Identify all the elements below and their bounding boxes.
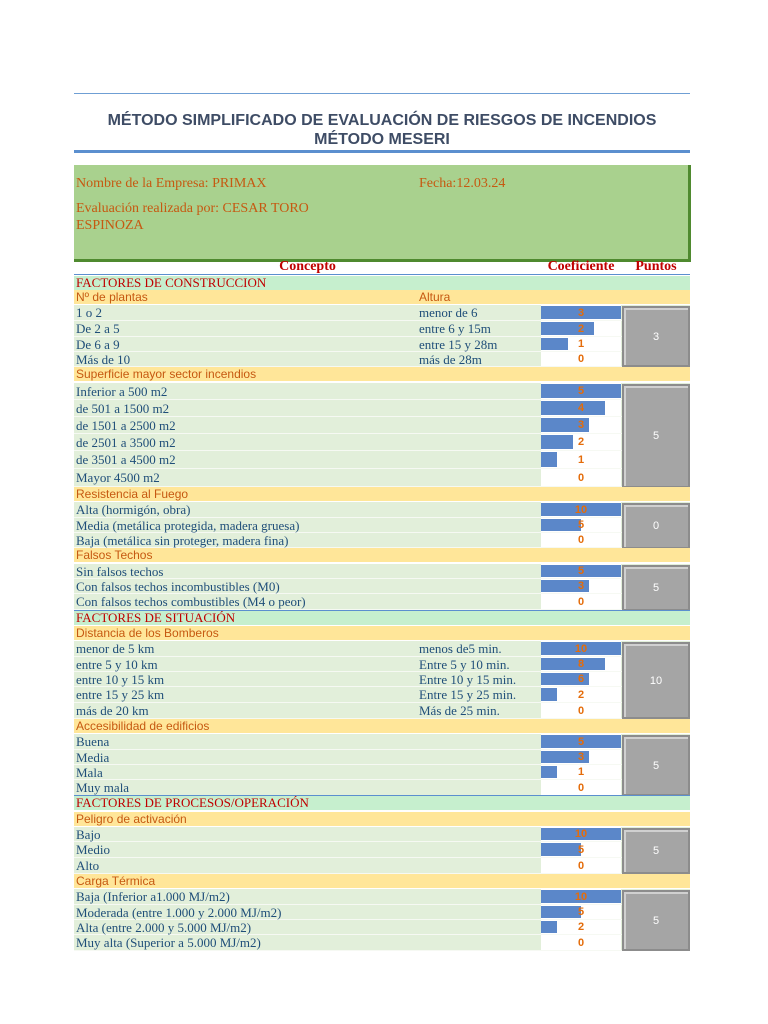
option-label: Mala: [76, 765, 103, 780]
option-label: 1 o 2: [76, 305, 102, 320]
factor-option-row: [74, 672, 690, 687]
factor-option-row: [74, 827, 690, 842]
factor-option-row: [74, 469, 690, 487]
points-box[interactable]: [622, 306, 690, 367]
points-box[interactable]: [622, 642, 690, 719]
option-label-alt: Entre 15 y 25 min.: [419, 687, 517, 702]
option-label: Media (metálica protegida, madera gruesa): [76, 518, 300, 533]
factor-option-row: [74, 935, 690, 951]
coefficient-cell: [541, 417, 621, 433]
factor-name-alt: Altura: [419, 290, 451, 304]
option-label: de 2501 a 3500 m2: [76, 435, 176, 450]
option-label: Alta (hormigón, obra): [76, 502, 191, 517]
coefficient-value: 4: [577, 402, 585, 414]
coefficient-cell: [541, 641, 621, 656]
option-label-alt: Entre 10 y 15 min.: [419, 672, 517, 687]
option-label: Baja (Inferior a1.000 MJ/m2): [76, 889, 230, 904]
option-label-alt: menos de5 min.: [419, 641, 502, 656]
points-value: 0: [652, 520, 660, 532]
section-header: [74, 796, 690, 810]
title-rule: [74, 150, 690, 153]
option-label: entre 5 y 10 km: [76, 657, 158, 672]
coefficient-cell: [541, 305, 621, 320]
coefficient-cell: [541, 703, 621, 718]
coefficient-cell: [541, 765, 621, 779]
factor-option-row: [74, 321, 690, 337]
coefficient-value: 5: [577, 736, 585, 748]
coefficient-cell: [541, 889, 621, 904]
factor-option-row: [74, 594, 690, 610]
factor-option-row: [74, 434, 690, 451]
factor-option-row: [74, 502, 690, 518]
section-title: FACTORES DE CONSTRUCCION: [76, 275, 267, 290]
coefficient-cell: [541, 533, 621, 547]
coefficient-value: 3: [577, 580, 585, 592]
factor-option-row: [74, 641, 690, 657]
coefficient-value: 2: [577, 323, 585, 335]
top-rule: [74, 93, 690, 94]
factor-option-row: [74, 305, 690, 321]
factor-option-row: [74, 750, 690, 765]
coefficient-value: 6: [577, 673, 585, 685]
coefficient-cell: [541, 935, 621, 950]
coefficient-cell: [541, 672, 621, 686]
coefficient-cell: [541, 502, 621, 517]
option-label: menor de 5 km: [76, 641, 155, 656]
coefficient-cell: [541, 518, 621, 532]
coefficient-value: 10: [574, 891, 588, 903]
coefficient-value: 5: [577, 565, 585, 577]
factor-option-row: [74, 400, 690, 417]
coefficient-cell: [541, 842, 621, 857]
points-box[interactable]: [622, 565, 690, 611]
coefficient-value: 0: [577, 860, 585, 872]
coefficient-value: 3: [577, 419, 585, 431]
points-box[interactable]: [622, 735, 690, 796]
option-label: Medio: [76, 842, 110, 857]
points-value: 5: [652, 759, 660, 772]
option-label-alt: más de 28m: [419, 352, 482, 367]
option-label: más de 20 km: [76, 703, 149, 718]
factor-option-row: [74, 417, 690, 434]
option-label-alt: Más de 25 min.: [419, 703, 500, 718]
points-box[interactable]: [622, 384, 690, 488]
option-label: Alto: [76, 858, 100, 873]
points-value: 5: [652, 845, 660, 857]
factor-option-row: [74, 564, 690, 579]
factor-name: Nº de plantas: [76, 290, 148, 304]
option-label-alt: entre 15 y 28m: [419, 337, 498, 352]
coefficient-cell: [541, 827, 621, 841]
coefficient-value: 0: [577, 937, 585, 949]
option-label: Muy alta (Superior a 5.000 MJ/m2): [76, 935, 261, 950]
option-label: Sin falsos techos: [76, 564, 164, 579]
option-label-alt: Entre 5 y 10 min.: [419, 657, 510, 672]
option-label: Inferior a 500 m2: [76, 384, 168, 399]
factor-option-row: [74, 905, 690, 920]
option-label: de 3501 a 4500 m2: [76, 452, 176, 467]
coefficient-cell: [541, 321, 621, 336]
points-value: 5: [652, 914, 660, 927]
option-label: entre 15 y 25 km: [76, 687, 165, 702]
page-title: [74, 111, 690, 149]
column-header-coefficient: Coeficiente: [547, 259, 615, 274]
section-header: [74, 276, 690, 290]
coefficient-cell: [541, 451, 621, 468]
coefficient-cell: [541, 780, 621, 795]
coefficient-value: 0: [577, 534, 585, 546]
factor-header: [74, 626, 690, 640]
option-label-alt: menor de 6: [419, 305, 478, 320]
factor-option-row: [74, 383, 690, 400]
option-label: Buena: [76, 734, 110, 749]
coefficient-cell: [541, 434, 621, 450]
option-label-alt: entre 6 y 15m: [419, 321, 491, 336]
points-value: 5: [652, 582, 660, 594]
coefficient-cell: [541, 469, 621, 486]
factor-option-row: [74, 657, 690, 672]
coefficient-value: 1: [577, 766, 585, 778]
factor-option-row: [74, 687, 690, 703]
points-value: 10: [649, 674, 663, 687]
coefficient-cell: [541, 383, 621, 399]
option-label: Media: [76, 750, 110, 765]
points-value: 3: [652, 330, 660, 343]
coefficient-value: 10: [574, 828, 588, 840]
factor-option-row: [74, 533, 690, 548]
coefficient-cell: [541, 594, 621, 609]
section-title: FACTORES DE PROCESOS/OPERACIÓN: [76, 795, 309, 810]
coefficient-cell: [541, 337, 621, 351]
points-value: 5: [652, 430, 660, 442]
option-label: Con falsos techos combustibles (M4 o peor): [76, 594, 306, 609]
coefficient-cell: [541, 905, 621, 919]
coefficient-cell: [541, 920, 621, 934]
option-label: de 1501 a 2500 m2: [76, 418, 176, 433]
factor-name: Resistencia al Fuego: [76, 487, 189, 501]
factor-header: [74, 487, 690, 501]
points-box[interactable]: [622, 503, 690, 549]
title-line-1: MÉTODO SIMPLIFICADO DE EVALUACIÓN DE RIESGOS DE INCENDIOS: [107, 112, 657, 129]
factor-header: [74, 290, 690, 304]
coefficient-value: 1: [577, 454, 585, 466]
factor-name: Superficie mayor sector incendios: [76, 367, 257, 381]
factor-name: Falsos Techos: [76, 548, 153, 562]
option-label: De 2 a 5: [76, 321, 120, 336]
factor-header: [74, 812, 690, 826]
factor-header: [74, 874, 690, 888]
factor-option-row: [74, 579, 690, 594]
coefficient-value: 0: [577, 705, 585, 717]
option-label: Con falsos techos incombustibles (M0): [76, 579, 280, 594]
evaluation-date: Fecha:12.03.24: [419, 176, 506, 191]
coefficient-value: 8: [577, 658, 585, 670]
option-label: Bajo: [76, 827, 101, 842]
factor-name: Accesibilidad de edificios: [76, 719, 210, 733]
factor-option-row: [74, 765, 690, 780]
coefficient-cell: [541, 657, 621, 671]
factor-option-row: [74, 842, 690, 858]
evaluator-line-2: ESPINOZA: [76, 218, 144, 233]
factor-option-row: [74, 451, 690, 469]
factor-option-row: [74, 518, 690, 533]
coefficient-value: 5: [577, 385, 585, 397]
coefficient-value: 3: [577, 751, 585, 763]
factor-option-row: [74, 337, 690, 352]
option-label: Moderada (entre 1.000 y 2.000 MJ/m2): [76, 905, 282, 920]
coefficient-value: 3: [577, 307, 585, 319]
factor-option-row: [74, 703, 690, 719]
coefficient-value: 5: [577, 844, 585, 856]
coefficient-value: 10: [574, 643, 588, 655]
factor-option-row: [74, 920, 690, 935]
factor-name: Peligro de activación: [76, 812, 187, 826]
coefficient-cell: [541, 564, 621, 578]
company-name: Nombre de la Empresa: PRIMAX: [76, 176, 267, 191]
factor-option-row: [74, 734, 690, 750]
factor-header: [74, 548, 690, 562]
coefficient-value: 5: [577, 906, 585, 918]
option-label: Muy mala: [76, 780, 130, 795]
factor-option-row: [74, 889, 690, 905]
coefficient-cell: [541, 400, 621, 416]
option-label: de 501 a 1500 m2: [76, 401, 170, 416]
coefficient-cell: [541, 750, 621, 764]
coefficient-value: 0: [577, 782, 585, 794]
info-box: [74, 165, 691, 262]
section-title: FACTORES DE SITUACIÓN: [76, 610, 236, 625]
title-line-2: MÉTODO MESERI: [314, 131, 450, 148]
coefficient-value: 0: [577, 472, 585, 484]
coefficient-value: 0: [577, 353, 585, 365]
factor-header: [74, 719, 690, 733]
option-label: Mayor 4500 m2: [76, 470, 160, 485]
factor-option-row: [74, 780, 690, 796]
coefficient-value: 2: [577, 689, 585, 701]
coefficient-value: 5: [577, 519, 585, 531]
coefficient-value: 2: [577, 436, 585, 448]
section-header: [74, 611, 690, 625]
coefficient-cell: [541, 734, 621, 749]
column-header-concept: Concepto: [279, 259, 336, 274]
option-label: entre 10 y 15 km: [76, 672, 165, 687]
points-box[interactable]: [622, 890, 690, 951]
coefficient-value: 0: [577, 596, 585, 608]
coefficient-value: 2: [577, 921, 585, 933]
evaluator-line-1: Evaluación realizada por: CESAR TORO: [76, 201, 309, 216]
option-label: Más de 10: [76, 352, 131, 367]
factor-name: Distancia de los Bomberos: [76, 626, 219, 640]
column-header-points: Puntos: [635, 259, 677, 274]
option-label: Baja (metálica sin proteger, madera fina): [76, 533, 289, 548]
factor-option-row: [74, 352, 690, 367]
coefficient-cell: [541, 579, 621, 593]
option-label: Alta (entre 2.000 y 5.000 MJ/m2): [76, 920, 252, 935]
coefficient-cell: [541, 687, 621, 702]
points-box[interactable]: [622, 828, 690, 874]
factor-option-row: [74, 858, 690, 874]
coefficient-cell: [541, 858, 621, 873]
factor-name: Carga Térmica: [76, 874, 156, 888]
coefficient-value: 1: [577, 338, 585, 350]
factor-header: [74, 367, 690, 381]
coefficient-value: 10: [574, 504, 588, 516]
option-label: De 6 a 9: [76, 337, 120, 352]
coefficient-cell: [541, 352, 621, 366]
